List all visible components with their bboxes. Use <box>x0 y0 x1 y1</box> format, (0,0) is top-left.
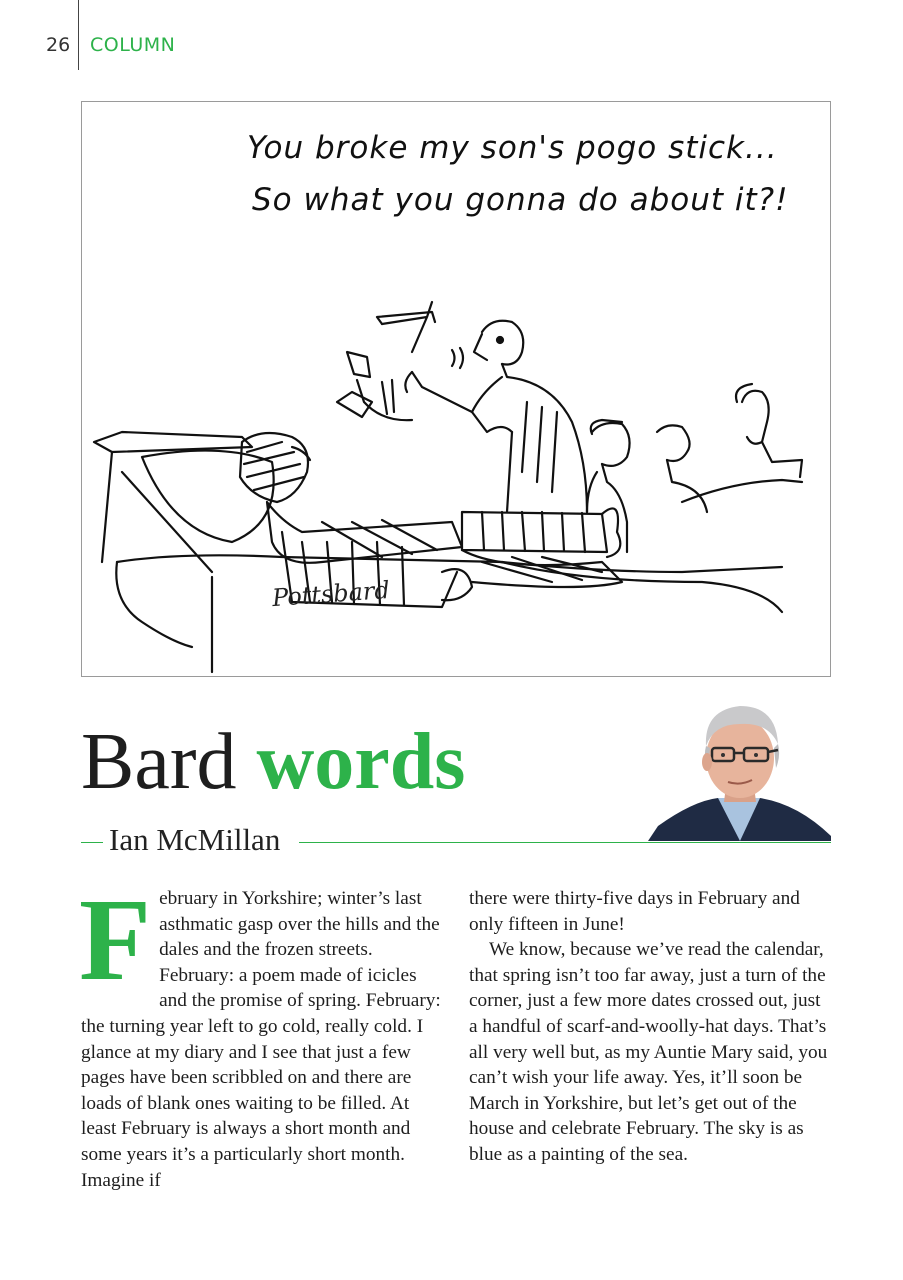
byline-rule-right <box>299 842 831 843</box>
page-number: 26 <box>46 34 71 56</box>
title-plain: Bard <box>81 718 237 806</box>
section-label: COLUMN <box>90 34 176 56</box>
article-column-left <box>79 874 441 1193</box>
cartoon-caption-line-1: You broke my son's pogo stick... <box>247 130 778 166</box>
byline <box>81 820 831 860</box>
right-column-paragraph-2: We know, because we’ve read the calendar, that spring isn’t too far away, just a turn of the corner, just a few more dates crossed out, just a handful of scarf-and-woolly-hat days. That’s all very well but, as my Auntie Mary said, you can’t wish your life away. Yes, it’ll soon be March in Yorkshire, but let’s get out of the house and celebrate February. The sky is as blue as a painting of the sea. <box>469 939 828 1165</box>
article-column-right <box>469 886 829 1168</box>
drop-cap: F <box>79 874 152 1005</box>
page-header <box>0 0 903 80</box>
cartoon-illustration <box>81 101 831 677</box>
cartoon-caption-line-2: So what you gonna do about it?! <box>252 182 789 218</box>
left-column-paragraph: ebruary in Yorkshire; winter’s last asthmatic gasp over the hills and the dales and the frozen streets. February: a poem made of icicles and the promise of spring. February: the turning year left to go cold, really cold. I glance at my diary and I see that just a few pages have been scribbled on and there are loads of blank ones waiting to be filled. At least February is always a short month and some years it’s a particularly short month. Imagine if <box>81 888 441 1191</box>
cartoon-drawing <box>82 102 831 677</box>
author-name: Ian McMillan <box>109 822 281 857</box>
right-column-paragraph-1: there were thirty-five days in February and only fifteen in June! <box>469 888 800 935</box>
byline-rule-left <box>81 842 103 843</box>
article-title <box>81 718 466 806</box>
title-accent: words <box>256 718 466 806</box>
cartoonist-signature: Pottsbard <box>271 575 391 613</box>
header-divider <box>78 0 79 70</box>
